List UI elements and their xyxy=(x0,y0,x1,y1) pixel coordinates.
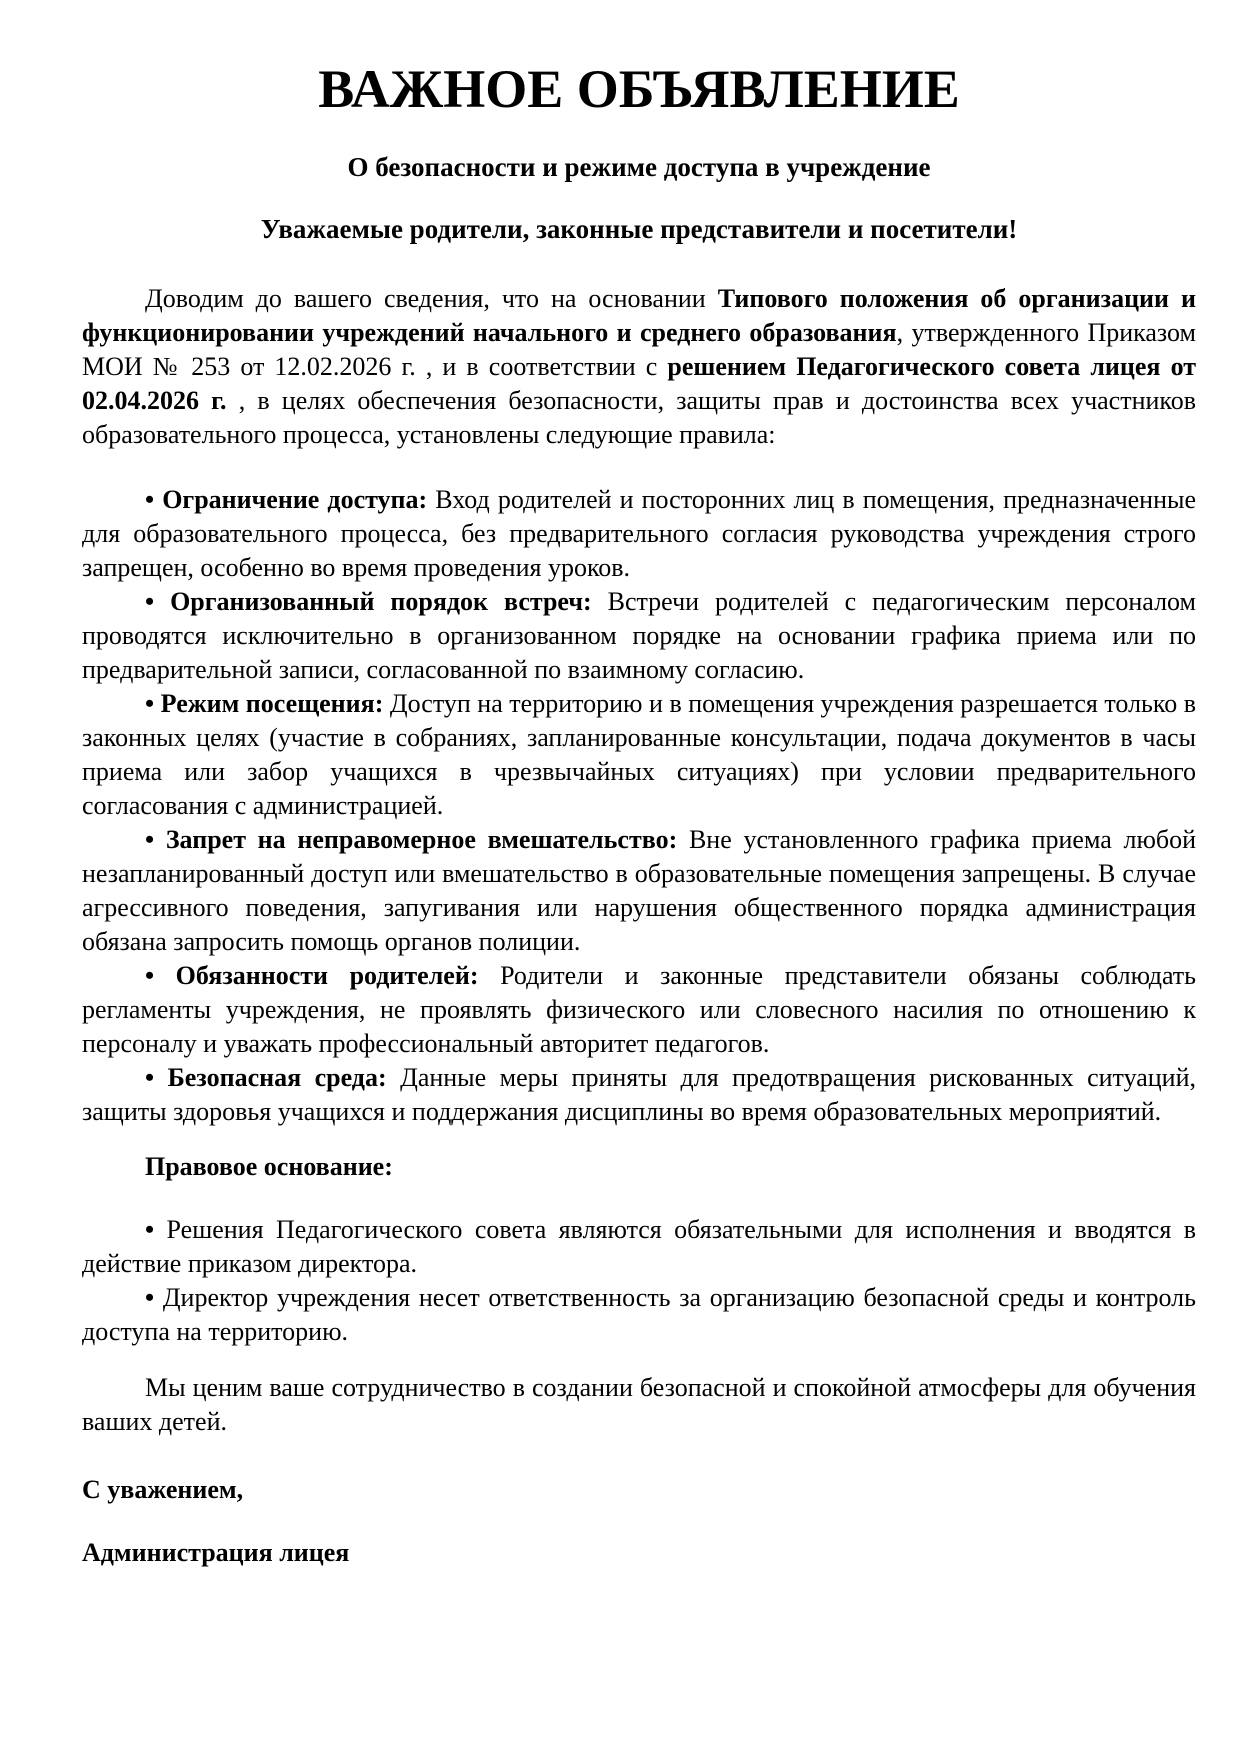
intro-text: , утвержденного Приказом МОИ № 253 от 12.02.2026 г. , и в соответствии с xyxy=(82,318,1196,381)
rule-item-visiting-regime xyxy=(82,687,1196,823)
rule-item-organized-meetings xyxy=(82,585,1196,687)
legal-item-text: Директор учреждения несет ответственность за организацию безопасной среды и контроль доступа на территорию. xyxy=(82,1283,1197,1346)
rule-item-access-restriction xyxy=(82,483,1196,585)
rule-item-safe-environment xyxy=(82,1061,1196,1129)
document-salutation: Уважаемые родители, законные представители и посетители! xyxy=(260,214,1018,244)
bullet-marker: • xyxy=(145,1215,155,1244)
rule-item-parent-duties xyxy=(82,959,1196,1061)
bullet-marker: • xyxy=(145,587,155,616)
rule-label: Обязанности родителей: xyxy=(175,961,479,990)
bullet-marker: • xyxy=(145,1063,155,1092)
intro-text: , в целях обеспечения безопасности, защиты прав и достоинства всех участников образовательного процесса, установлены следующие правила: xyxy=(82,386,1197,449)
rule-label: Организованный порядок встреч: xyxy=(170,587,592,616)
document-title: ВАЖНОЕ ОБЪЯВЛЕНИЕ xyxy=(318,59,960,119)
legal-item-director-responsibility xyxy=(82,1281,1196,1349)
legal-item-council-decisions xyxy=(82,1213,1196,1281)
intro-council-decision-reference: решением Педагогического совета лицея от 02.04.2026 г. xyxy=(82,352,1196,415)
rule-text: Доступ на территорию и в помещения учреждения разрешается только в законных целях (участие в собраниях, запланированные консультации, подача документов в часы приема или забор учащихся в чрезвычайных ситуациях) при условии предварительного согласования с администрацией. xyxy=(82,689,1197,820)
legal-basis-heading: Правовое основание: xyxy=(145,1152,393,1181)
rule-text: Родители и законные представители обязаны соблюдать регламенты учреждения, не проявлять физического или словесного насилия по отношению к персоналу и уважать профессиональный авторитет педагогов. xyxy=(82,961,1197,1058)
intro-text: Доводим до вашего сведения, что на основании xyxy=(145,284,718,313)
bullet-marker: • xyxy=(145,689,155,718)
signature-line: Администрация лицея xyxy=(82,1538,350,1567)
rule-text: Данные меры приняты для предотвращения рискованных ситуаций, защиты здоровья учащихся и поддержания дисциплины во время образовательных мероприятий. xyxy=(82,1063,1197,1126)
legal-basis-list xyxy=(82,1213,1196,1349)
rule-label: Ограничение доступа: xyxy=(162,485,428,514)
legal-item-text: Решения Педагогического совета являются обязательными для исполнения и вводятся в действие приказом директора. xyxy=(82,1215,1197,1278)
bullet-marker: • xyxy=(145,485,155,514)
bullet-marker: • xyxy=(145,1283,155,1312)
intro-paragraph xyxy=(82,282,1196,452)
intro-regulation-reference: Типового положения об организации и функционировании учреждений начального и среднего образования xyxy=(82,284,1196,347)
rule-text: Вход родителей и посторонних лиц в помещения, предназначенные для образовательного процесса, без предварительного согласия руководства учреждения строго запрещен, особенно во время проведения уроков. xyxy=(82,485,1197,582)
rule-text: Вне установленного графика приема любой незапланированный доступ или вмешательство в образовательные помещения запрещены. В случае агрессивного поведения, запугивания или нарушения общественного порядка администрация обязана запросить помощь органов полиции. xyxy=(82,825,1197,956)
bullet-marker: • xyxy=(145,825,155,854)
document-subtitle: О безопасности и режиме доступа в учреждение xyxy=(347,152,931,182)
rule-item-interference-ban xyxy=(82,823,1196,959)
bullet-marker: • xyxy=(145,961,155,990)
rules-list xyxy=(82,483,1196,1129)
rule-label: Запрет на неправомерное вмешательство: xyxy=(165,825,678,854)
rule-text: Встречи родителей с педагогическим персоналом проводятся исключительно в организованном порядке на основании графика приема или по предварительной записи, согласованной по взаимному согласию. xyxy=(82,587,1197,684)
rule-label: Безопасная среда: xyxy=(167,1063,387,1092)
regards-line: С уважением, xyxy=(82,1475,244,1504)
closing-paragraph: Мы ценим ваше сотрудничество в создании безопасной и спокойной атмосферы для обучения ваших детей. xyxy=(82,1373,1196,1436)
rule-label: Режим посещения: xyxy=(160,689,384,718)
